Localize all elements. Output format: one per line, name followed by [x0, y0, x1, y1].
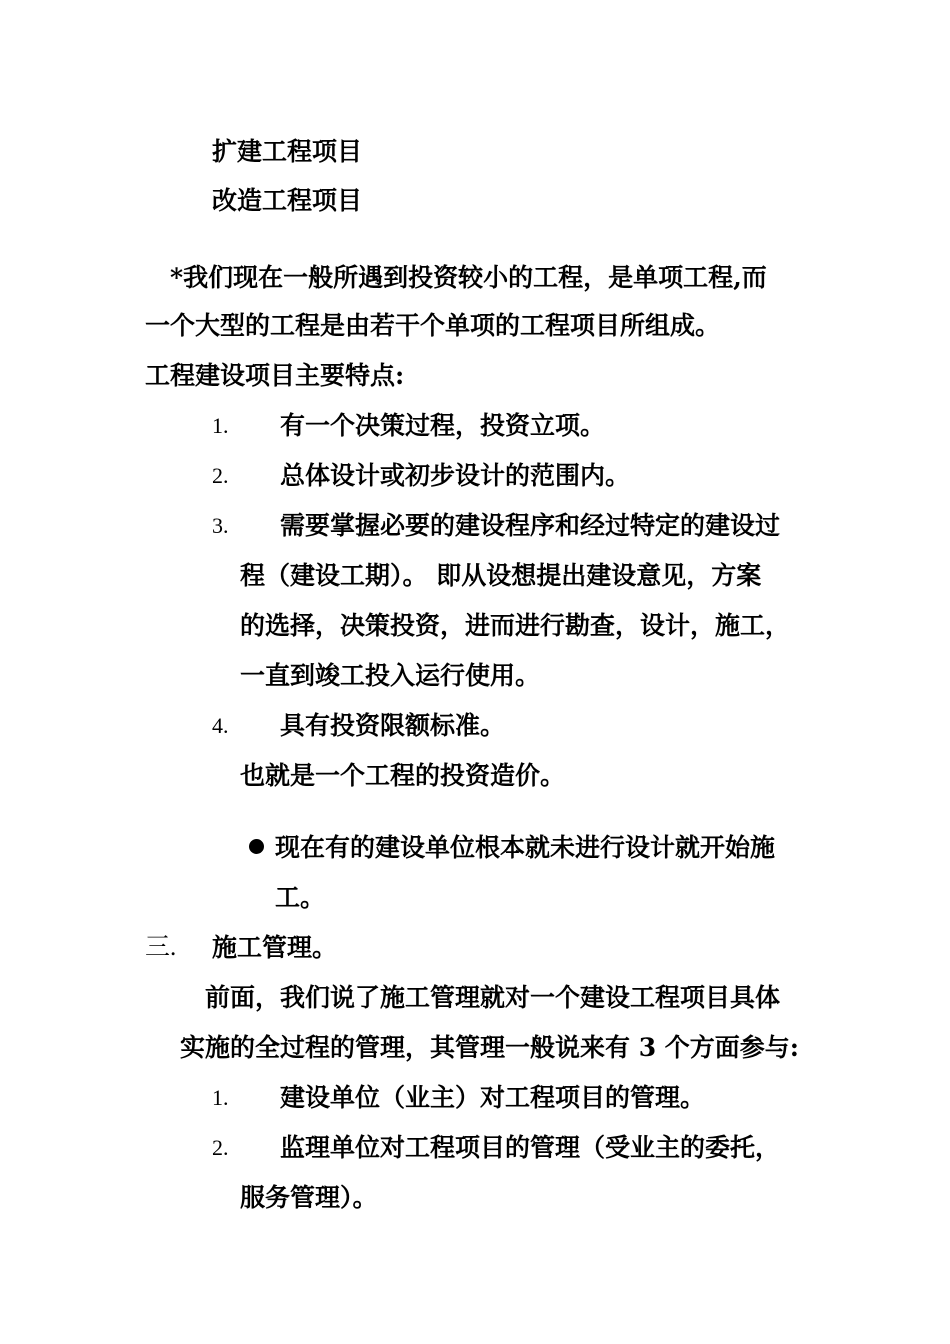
bullet-item-continuation: 工。	[275, 883, 326, 912]
list-item: 有一个决策过程，投资立项。	[280, 411, 606, 440]
list-item-continuation: 一直到竣工投入运行使用。	[240, 661, 541, 690]
list-item: 总体设计或初步设计的范围内。	[280, 461, 631, 490]
section-heading: 施工管理。	[212, 933, 338, 962]
bullet-icon	[249, 839, 264, 854]
text-line: 实施的全过程的管理，其管理一般说来有 3 个方面参与:	[180, 1033, 800, 1062]
list-item: 需要掌握必要的建设程序和经过特定的建设过	[280, 511, 781, 540]
text-line: 前面，我们说了施工管理就对一个建设工程项目具体	[205, 983, 781, 1012]
list-number: 3.	[212, 513, 229, 538]
list-number: 1.	[212, 1085, 229, 1110]
text-line: *我们现在一般所遇到投资较小的工程，是单项工程,而	[170, 263, 767, 292]
text-line: 也就是一个工程的投资造价。	[240, 761, 566, 790]
text-line: 扩建工程项目	[212, 137, 363, 166]
list-number: 4.	[212, 713, 229, 738]
list-item-continuation: 服务管理）。	[240, 1183, 378, 1212]
bullet-item: 现在有的建设单位根本就未进行设计就开始施	[275, 833, 776, 862]
list-number: 2.	[212, 1135, 229, 1160]
text-line: 改造工程项目	[212, 186, 363, 215]
text-line: 一个大型的工程是由若干个单项的工程项目所组成。	[145, 311, 721, 340]
list-item: 建设单位（业主）对工程项目的管理。	[280, 1083, 706, 1112]
list-item: 监理单位对工程项目的管理（受业主的委托，	[280, 1133, 781, 1162]
section-number: 三.	[145, 934, 177, 961]
list-item-continuation: 程（建设工期）。 即从设想提出建设意见，方案	[240, 561, 762, 590]
list-item: 具有投资限额标准。	[280, 711, 506, 740]
list-item-continuation: 的选择，决策投资，进而进行勘查，设计，施工，	[240, 611, 791, 640]
list-number: 1.	[212, 413, 229, 438]
section-heading: 工程建设项目主要特点:	[145, 361, 405, 390]
list-number: 2.	[212, 463, 229, 488]
